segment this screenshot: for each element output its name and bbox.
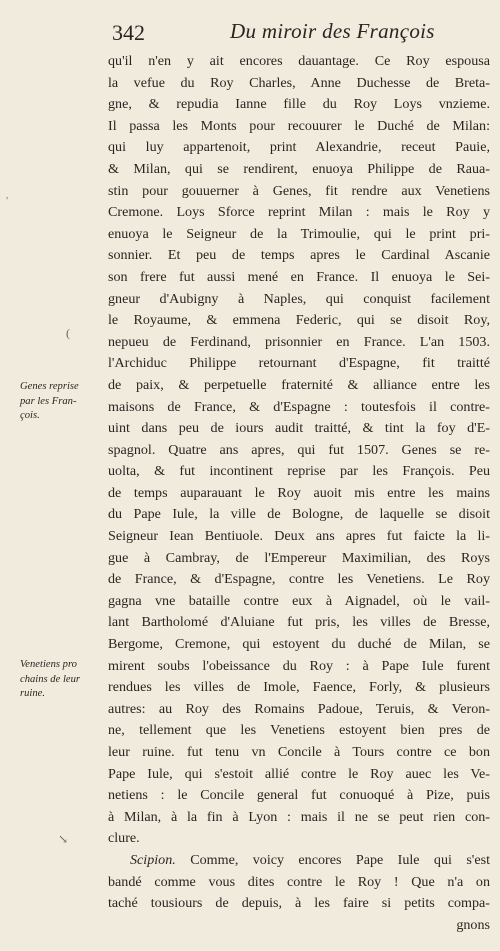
text-line: la vefue du Roy Charles, Anne Duchesse de Breta-: [108, 74, 490, 91]
text-line: Bergome, Cremone, qui estoyent du duché de Milan, se: [108, 636, 490, 653]
margin-mark: (: [66, 326, 70, 340]
margin-mark: ,: [6, 190, 9, 200]
text-line: ne, tellement que les Venetiens estoyent bien pres de: [108, 722, 490, 739]
text-line: spagnol. Quatre ans apres, qui fut 1507. Genes se re-: [108, 441, 490, 458]
text-line: du Pape Iule, la ville de Bologne, de laquelle se disoit: [108, 506, 490, 523]
text-line: leur ruine. fut tenu vn Concile à Tours contre ce bon: [108, 744, 490, 760]
marginal-note-line: çois.: [20, 410, 40, 421]
marginal-note-line: Genes reprise: [20, 381, 79, 392]
text-line: Il passa les Monts pour recouurer le Duché de Milan:: [108, 117, 490, 134]
margin-mark: ↘: [58, 832, 69, 846]
marginal-note-line: Venetiens pro: [20, 659, 77, 670]
body-text: [108, 51, 490, 936]
text-line: de temps auparauant le Roy auoit mis entre les mains: [108, 484, 490, 501]
text-line: & Milan, qui se rendirent, enuoya Philippe de Raua-: [108, 160, 490, 177]
text-line: uolta, & fut incontinent reprise par les François. Peu: [108, 463, 490, 480]
text-line: clure.: [108, 830, 140, 847]
text-line: l'Archiduc Philippe retournant d'Espagne, fit traitté: [108, 355, 490, 372]
page-header: [112, 20, 484, 50]
text-line: nepueu de Ferdinand, prisonnier en France. L'an 1503.: [108, 333, 490, 350]
text-line: qui luy appartenoit, print Alexandrie, receut Pauie,: [108, 139, 490, 156]
text-line: gne, & repudia Ianne fille du Roy Loys vnzieme.: [108, 96, 490, 113]
dialogue-text: Comme, voicy encores Pape Iule qui s'est: [190, 851, 490, 868]
dialogue-line: bandé comme vous dites contre le Roy ! Que n'a on: [108, 873, 490, 890]
text-line: de France, & d'Espagne, contre les Venetiens. Le Roy: [108, 571, 490, 588]
text-line: gneur d'Aubigny à Naples, qui conquist facilement: [108, 290, 490, 307]
marginal-note-venetiens: [20, 658, 106, 702]
text-line: le Royaume, & emmena Federic, qui se disoit Roy,: [108, 312, 490, 329]
speaker-name: Scipion.: [130, 851, 176, 868]
text-line: à Milan, à la fin à Lyon : mais il ne se peut rien con-: [108, 808, 490, 825]
text-line: rendues les villes de Imole, Faence, Forly, & plusieurs: [108, 679, 490, 696]
dialogue-line: taché tousiours de depuis, à les faire si petits compa-: [108, 895, 490, 912]
text-line: Seigneur Iean Bentiuole. Deux ans apres fut faicte la li-: [108, 528, 490, 545]
text-line: enuoya le Seigneur de la Trimoulie, qui le print pri-: [108, 225, 490, 242]
text-line: lant Bartholomé d'Aluiane fut pris, les villes de Bresse,: [108, 614, 490, 631]
marginal-note-genes: [20, 380, 106, 424]
marginal-note-line: par les Fran-: [20, 395, 77, 407]
text-line: son frere fut aussi mené en France. Il enuoya le Sei-: [108, 268, 490, 285]
text-line: qu'il n'en y ait encores dauantage. Ce Roy espousa: [108, 53, 490, 69]
marginal-note-line: chains de leur: [20, 673, 81, 685]
text-line: gue à Cambray, de l'Empereur Maximilian, des Roys: [108, 549, 490, 566]
text-line: netiens : le Concile general fut conuoqué à Pize, puis: [108, 787, 490, 804]
marginal-note-line: ruine.: [20, 688, 46, 699]
text-line: sonnier. Et peu de temps apres le Cardinal Ascanie: [108, 247, 490, 264]
text-line: Pape Iule, qui s'estoit allié contre le Roy auec les Ve-: [108, 765, 490, 782]
text-line: Cremone. Loys Sforce reprint Milan : mais le Roy y: [108, 204, 490, 221]
text-line: uint dans peu de iours audit traitté, & tint la foy d'E-: [108, 420, 490, 437]
text-line: autres: au Roy des Romains Padoue, Teruis, & Veron-: [108, 700, 490, 717]
text-line: stin pour gouuerner à Genes, fit rendre aux Venetiens: [108, 182, 490, 199]
text-line: de paix, & perpetuelle fraternité & alliance entre les: [108, 376, 490, 393]
page-number: 342: [112, 20, 145, 45]
catchword: gnons: [456, 916, 490, 933]
dialogue-line: [108, 850, 490, 872]
text-line: mirent soubs l'obeissance du Roy : à Pape Iule furent: [108, 657, 490, 674]
running-title: Du miroir des François: [230, 19, 435, 43]
text-line: gagna vne bataille contre eux à Aignadel, où le vail-: [108, 592, 490, 609]
text-line: maisons de France, & d'Espagne : toutesfois il contre-: [108, 398, 490, 415]
